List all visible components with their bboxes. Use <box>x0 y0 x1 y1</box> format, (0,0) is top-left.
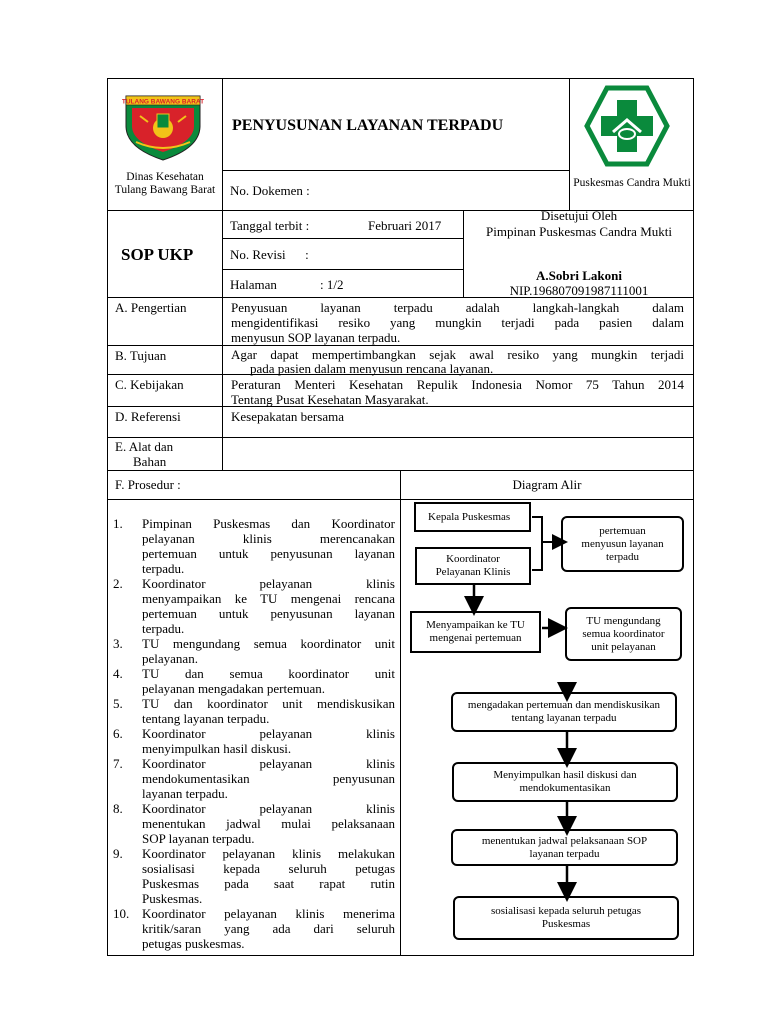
divider <box>107 345 694 346</box>
prosedur-label: F. Prosedur : <box>115 477 181 492</box>
procedure-step-text: pelayanan mengadakan pertemuan. <box>142 681 325 696</box>
procedure-step-text: Pimpinan Puskesmas dan Koordinator <box>142 516 395 531</box>
referensi-label: D. Referensi <box>115 409 181 424</box>
procedure-step-text: tentang layanan terpadu. <box>142 711 270 726</box>
divider <box>463 210 464 297</box>
regency-logo <box>122 92 204 162</box>
signer-name: A.Sobri Lakoni <box>536 268 622 283</box>
procedure-step-text: SOP layanan terpadu. <box>142 831 255 846</box>
procedure-step-text: sosialisasi kepada seluruh petugas <box>142 861 395 876</box>
procedure-step-text: Koordinator pelayanan klinis menerima <box>142 906 395 921</box>
flow-box-simpul <box>452 762 678 802</box>
tujuan-label: B. Tujuan <box>115 348 167 363</box>
flow-text: unit pelayanan <box>591 640 656 653</box>
procedure-step-text: mendokumentasikan penyusunan <box>142 771 395 786</box>
flow-box-koordinator <box>415 547 531 585</box>
procedure-step-text: Koordinator pelayanan klinis <box>142 726 395 741</box>
flow-text: tentang layanan terpadu <box>511 712 617 724</box>
procedure-step-number: 1. <box>113 516 123 531</box>
procedure-step-text: Koordinator pelayanan klinis <box>142 756 395 771</box>
divider <box>569 78 570 210</box>
procedure-step-text: pertemuan untuk penyusunan layanan <box>142 546 395 561</box>
revisi-label: No. Revisi : <box>230 247 309 262</box>
pengertian-text: menyusun SOP layanan terpadu. <box>231 330 401 345</box>
tujuan-text: pada pasien dalam menyusun rencana layanan. <box>250 361 494 376</box>
puskesmas-logo <box>583 84 671 168</box>
procedure-step-number: 8. <box>113 801 123 816</box>
procedure-step-text: menyimpulkan hasil diskusi. <box>142 741 292 756</box>
procedure-step-text: Koordinator pelayanan klinis <box>142 801 395 816</box>
kebijakan-text: Peraturan Menteri Kesehatan Repulik Indonesia Nomor 75 Tahun 2014 <box>231 377 684 392</box>
tanggal-label: Tanggal terbit : <box>230 218 310 233</box>
procedure-step-text: pelayanan klinis merencanakan <box>142 531 395 546</box>
flow-text: sosialisasi kepada seluruh petugas <box>491 905 641 917</box>
procedure-step-text: TU mengundang semua koordinator unit <box>142 636 395 651</box>
signer-nip: NIP.196807091987111001 <box>509 283 649 298</box>
procedure-step <box>113 696 395 726</box>
flow-text: Koordinator <box>446 553 500 565</box>
procedure-step-number: 7. <box>113 756 123 771</box>
procedure-step-number: 10. <box>113 906 130 921</box>
logo-text: TULANG BAWANG BARAT <box>122 98 204 106</box>
flow-text: menentukan jadwal pelaksanaan SOP <box>481 834 648 847</box>
flow-box-pertemuan <box>561 516 684 572</box>
kebijakan-text: Tentang Pusat Kesehatan Masyarakat. <box>231 392 429 407</box>
kebijakan-label: C. Kebijakan <box>115 377 184 392</box>
procedure-step <box>113 846 395 906</box>
flow-box-tu <box>565 607 682 661</box>
procedure-step-text: petugas puskesmas. <box>142 936 245 951</box>
procedure-step-text: Koordinator pelayanan klinis melakukan <box>142 846 395 861</box>
procedure-step-text: terpadu. <box>142 561 185 576</box>
procedure-step <box>113 516 395 576</box>
procedure-step-number: 3. <box>113 636 123 651</box>
procedure-step-text: layanan terpadu. <box>142 786 228 801</box>
procedure-step-text: Koordinator pelayanan klinis <box>142 576 395 591</box>
flow-text: menyusun layanan <box>581 537 664 550</box>
tujuan-text: Agar dapat mempertimbangkan sejak awal resiko yang mungkin terjadi <box>231 347 684 362</box>
flow-text: semua koordinator <box>582 627 665 640</box>
procedure-step-number: 9. <box>113 846 123 861</box>
sop-label: SOP UKP <box>121 245 194 264</box>
approval-line1: Disetujui Oleh <box>540 208 618 223</box>
flow-text: mengadakan pertemuan dan mendiskusikan <box>467 699 661 711</box>
procedure-step <box>113 576 395 636</box>
procedure-step <box>113 726 395 756</box>
flow-box-menyampaikan <box>410 611 541 653</box>
no-dokumen-label: No. Dokemen : <box>230 183 310 198</box>
procedure-list <box>113 516 395 951</box>
procedure-step-text: terpadu. <box>142 621 185 636</box>
approval-line2: Pimpinan Puskesmas Candra Mukti <box>486 224 672 239</box>
left-org-label: Dinas Kesehatan Tulang Bawang Barat <box>114 171 216 196</box>
procedure-step-text: pertemuan untuk penyusunan layanan <box>142 606 395 621</box>
divider <box>107 437 694 438</box>
flow-text: Puskesmas <box>541 918 591 930</box>
divider <box>222 170 569 171</box>
flow-text: Menyampaikan ke TU <box>426 619 525 631</box>
referensi-text: Kesepakatan bersama <box>231 409 344 424</box>
flow-text: Menyimpulkan hasil diskusi dan <box>493 769 637 781</box>
flow-text: TU mengundang <box>586 614 661 627</box>
flow-text: terpadu <box>606 550 639 563</box>
page-title: PENYUSUNAN LAYANAN TERPADU <box>232 117 504 134</box>
procedure-step-text: TU dan semua koordinator unit <box>142 666 395 681</box>
diagram-label: Diagram Alir <box>512 477 582 492</box>
procedure-step <box>113 756 395 801</box>
procedure-step-text: Puskesmas pada saat rapat rutin <box>142 876 395 891</box>
flow-text: Pelayanan Klinis <box>435 566 511 578</box>
divider <box>222 269 463 270</box>
flow-text: mengenai pertemuan <box>429 632 522 644</box>
pengertian-text: mengidentifikasi resiko yang mungkin terjadi pada pasien dalam <box>231 315 684 330</box>
procedure-step-number: 4. <box>113 666 123 681</box>
procedure-step <box>113 801 395 846</box>
flow-text: layanan terpadu <box>529 847 600 860</box>
procedure-step <box>113 666 395 696</box>
procedure-step-number: 5. <box>113 696 123 711</box>
pengertian-label: A. Pengertian <box>115 300 187 315</box>
procedure-step-number: 2. <box>113 576 123 591</box>
procedure-step-text: pelayanan. <box>142 651 198 666</box>
flow-box-jadwal <box>451 829 678 866</box>
halaman-label: Halaman <box>230 277 277 292</box>
halaman-value: : 1/2 <box>320 277 344 292</box>
flow-text: mendokumentasikan <box>519 782 611 794</box>
alat-label: E. Alat dan <box>115 439 174 454</box>
procedure-step-text: menyampaikan ke TU mengenai rencana <box>142 591 395 606</box>
flow-text: pertemuan <box>599 524 646 537</box>
flow-box-sosialisasi <box>453 896 679 940</box>
divider <box>222 78 223 470</box>
procedure-step-text: menentukan jadwal mulai pelaksanaan <box>142 816 395 831</box>
right-org-label: Puskesmas Candra Mukti <box>573 177 691 189</box>
procedure-step-number: 6. <box>113 726 123 741</box>
procedure-step <box>113 636 395 666</box>
flow-box-diskusi <box>451 692 677 732</box>
flow-box-kepala <box>414 502 531 532</box>
pengertian-text: Penyusuan layanan terpadu adalah langkah-langkah dalam <box>231 300 684 315</box>
procedure-step <box>113 906 395 951</box>
flow-text: Kepala Puskesmas <box>428 510 511 523</box>
tanggal-value: Februari 2017 <box>368 218 442 233</box>
procedure-step-text: Puskesmas. <box>142 891 203 906</box>
procedure-step-text: TU dan koordinator unit mendiskusikan <box>142 696 395 711</box>
procedure-step-text: kritik/saran yang ada dari seluruh <box>142 921 395 936</box>
divider <box>222 238 463 239</box>
alat-label: Bahan <box>133 454 167 469</box>
